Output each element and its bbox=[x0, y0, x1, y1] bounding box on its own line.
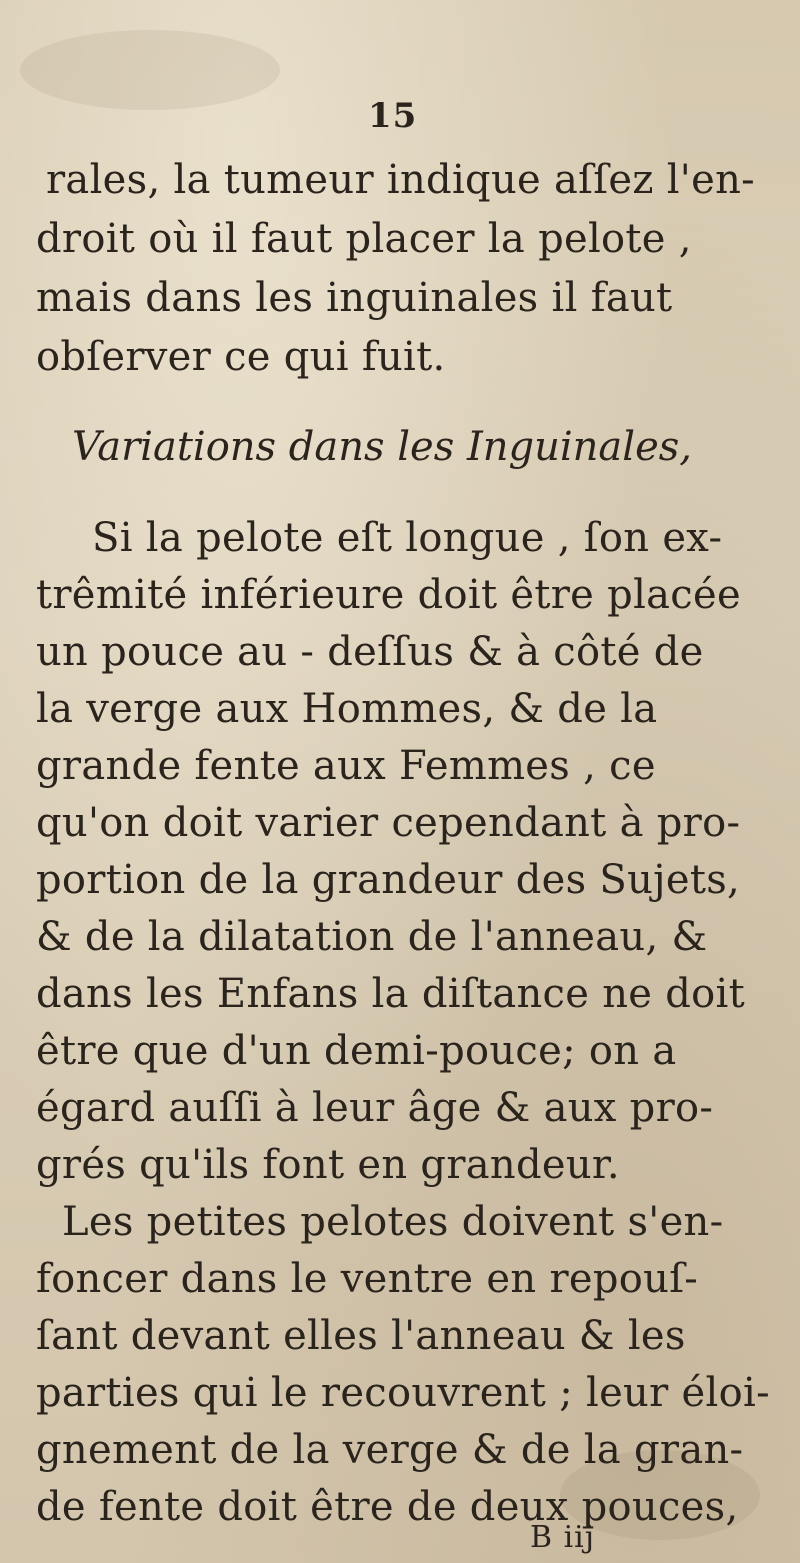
text-line: portion de la grandeur des Sujets, bbox=[36, 857, 741, 903]
text-line: ſant devant elles l'anneau & les bbox=[36, 1313, 686, 1359]
paper-stain bbox=[20, 30, 280, 110]
text-line: rales, la tumeur indique aſſez l'en- bbox=[46, 157, 755, 203]
text-line: Si la pelote eſt longue , ſon ex- bbox=[92, 515, 723, 561]
text-line: gnement de la verge & de la gran- bbox=[36, 1427, 744, 1473]
text-line: mais dans les inguinales il faut bbox=[36, 275, 673, 321]
text-line: la verge aux Hommes, & de la bbox=[36, 686, 658, 732]
text-line: être que d'un demi-pouce; on a bbox=[36, 1028, 677, 1074]
text-line: Les petites pelotes doivent s'en- bbox=[62, 1199, 724, 1245]
text-line: & de la dilatation de l'anneau, & bbox=[36, 914, 708, 960]
page-number: 15 bbox=[368, 96, 418, 136]
text-line: dans les Enfans la diſtance ne doit bbox=[36, 971, 746, 1017]
text-line: trêmité inférieure doit être placée bbox=[36, 572, 741, 618]
text-line: grande fente aux Femmes , ce bbox=[36, 743, 656, 789]
text-line: de fente doit être de deux pouces, bbox=[36, 1484, 739, 1530]
signature-mark: B iij bbox=[530, 1520, 596, 1555]
section-heading: Variations dans les Inguinales, bbox=[72, 424, 692, 470]
text-line: obſerver ce qui fuit. bbox=[36, 334, 446, 380]
text-line: grés qu'ils font en grandeur. bbox=[36, 1142, 620, 1188]
text-line: parties qui le recouvrent ; leur éloi- bbox=[36, 1370, 770, 1416]
text-line: foncer dans le ventre en repouſ- bbox=[36, 1256, 699, 1302]
text-line: droit où il faut placer la pelote , bbox=[36, 216, 692, 262]
text-line: qu'on doit varier cependant à pro- bbox=[36, 800, 741, 846]
text-line: un pouce au - deſſus & à côté de bbox=[36, 629, 704, 675]
text-line: égard auſſi à leur âge & aux pro- bbox=[36, 1085, 714, 1131]
